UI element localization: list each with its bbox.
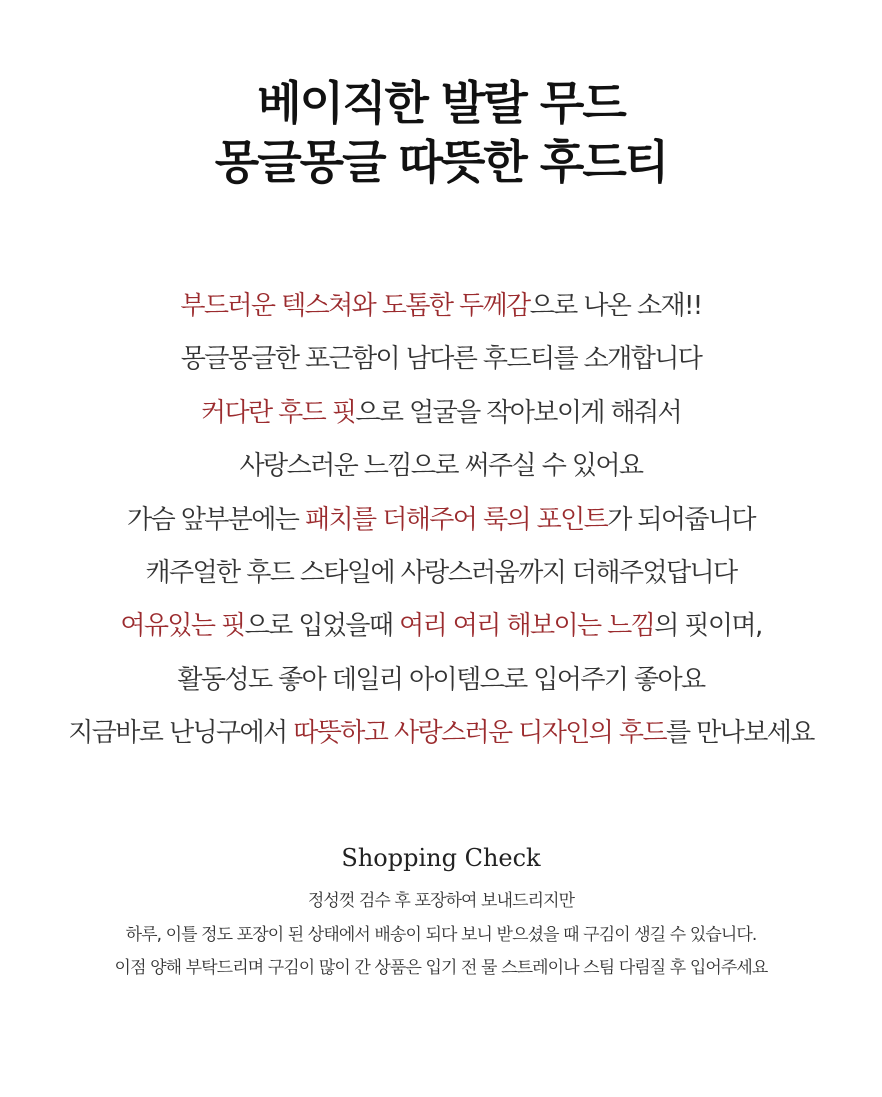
headline-line-2: 몽글몽글 따뜻한 후드티 <box>214 135 668 189</box>
highlight-text: 따뜻하고 사랑스러운 디자인의 후드 <box>293 718 666 749</box>
plain-text: 지금바로 난닝구에서 <box>68 718 294 749</box>
highlight-text: 부드러운 텍스쳐와 도톰한 두께감 <box>180 291 530 321</box>
plain-text: 를 만나보세요 <box>665 718 814 749</box>
shopping-check-note: 하루, 이틀 정도 포장이 된 상태에서 배송이 되다 보니 받으셨을 때 구김이 생길 수 있습니다. <box>125 924 757 945</box>
description-line <box>0 333 882 386</box>
description-line <box>0 387 882 440</box>
shopping-check-note: 정성껏 검수 후 포장하여 보내드리지만 <box>307 891 575 911</box>
shopping-check-title: Shopping Check <box>341 844 541 872</box>
highlight-text: 여리 여리 해보이는 느낌 <box>399 611 655 642</box>
headline-line-1: 베이직한 발랄 무드 <box>257 76 625 130</box>
headline <box>0 74 882 192</box>
plain-text: 몽글몽글한 포근함이 남다른 후드티를 소개합니다 <box>180 344 702 375</box>
description-copy <box>0 280 882 761</box>
description-line <box>0 440 882 493</box>
plain-text: 으로 나온 소재!! <box>529 291 702 321</box>
description-line <box>0 547 882 600</box>
description-line <box>0 654 882 707</box>
description-line <box>0 707 882 760</box>
plain-text: 활동성도 좋아 데일리 아이템으로 입어주기 좋아요 <box>177 664 705 695</box>
highlight-text: 커다란 후드 핏 <box>200 397 356 428</box>
plain-text: 으로 얼굴을 작아보이게 해줘서 <box>355 397 682 428</box>
plain-text: 의 핏이며, <box>654 611 762 642</box>
description-line <box>0 494 882 547</box>
plain-text: 가슴 앞부분에는 <box>127 504 305 535</box>
plain-text: 가 되어줍니다 <box>607 504 755 535</box>
shopping-check-note: 이점 양해 부탁드리며 구김이 많이 간 상품은 입기 전 물 스트레이나 스팀 다림질 후 입어주세요 <box>114 958 768 978</box>
highlight-text: 패치를 더해주어 룩의 포인트 <box>305 504 608 535</box>
plain-text: 사랑스러운 느낌으로 써주실 수 있어요 <box>239 451 643 482</box>
plain-text: 캐주얼한 후드 스타일에 사랑스러움까지 더해주었답니다 <box>145 558 737 589</box>
highlight-text: 여유있는 핏 <box>120 611 245 642</box>
plain-text: 으로 입었을때 <box>244 611 400 642</box>
description-line <box>0 280 882 333</box>
description-line <box>0 600 882 653</box>
shopping-check-notes <box>0 885 882 986</box>
